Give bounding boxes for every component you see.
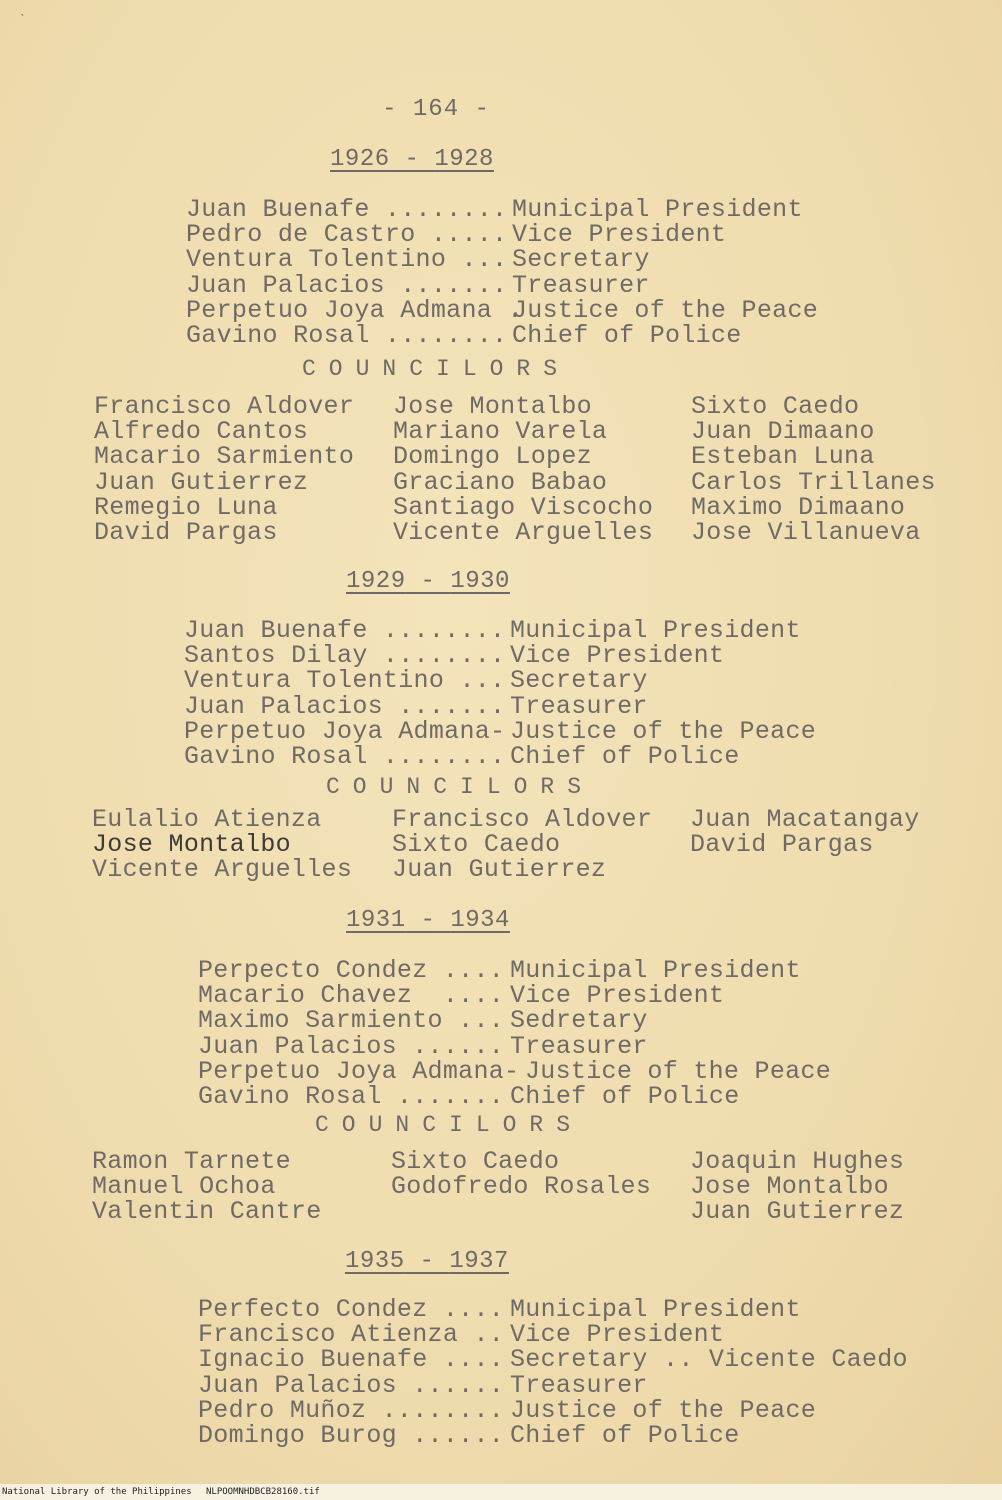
officer-title: Sedretary [510,1006,648,1036]
officer-title: Secretary [510,666,648,696]
officer-title: Treasurer [512,270,650,300]
councilors-column-3 [691,394,936,545]
year-heading-1931-1934 [346,907,510,934]
year-from: 1935 [345,1248,405,1275]
officer-name: Perpecto Condez .... [198,956,505,985]
officer-row [184,741,740,771]
councilor-name: Eulalio Atienza [92,805,322,834]
councilor-name: Joaquin Hughes [690,1147,905,1176]
officers-list [198,1295,908,1450]
officer-title: Secretary .. Vicente Caedo [510,1345,908,1375]
councilors-heading: COUNCILORS [302,356,571,382]
councilor-name: Valentin Cantre [92,1197,322,1227]
councilor-name: Esteban Luna [691,442,875,472]
officer-row [198,1395,817,1425]
year-separator: - [389,146,435,173]
officer-row [198,1420,740,1450]
officer-title: Municipal President [512,195,803,224]
councilor-name: Jose Villanueva [691,517,921,547]
year-to: 1930 [450,568,510,595]
officer-title: Vice President [510,981,725,1011]
councilors-column-1 [94,394,354,545]
councilor-name: Sixto Caedo [392,830,561,860]
councilor-name: Sixto Caedo [391,1147,560,1176]
year-to: 1937 [449,1248,509,1275]
officers-list [184,616,817,771]
officer-row [186,220,727,250]
officer-title: Justice of the Peace [510,716,817,746]
councilor-name: Domingo Lopez [393,442,592,472]
officers-list [198,956,832,1111]
officer-title: Treasurer [510,691,648,721]
footer-library: National Library of the Philippines [2,1487,192,1497]
year-from: 1926 [330,146,390,173]
officer-title: Justice of the Peace [512,295,819,325]
officer-row [186,320,742,350]
year-to: 1934 [450,907,510,934]
officer-name: Perfecto Condez .... [198,1295,505,1324]
officer-title: Municipal President [510,1295,801,1324]
officer-name: Juan Palacios ....... [186,270,508,300]
councilor-name: Maximo Dimaano [691,492,906,522]
year-separator: - [405,907,451,934]
officer-title: Chief of Police [510,741,740,771]
councilors-column-1 [92,807,352,883]
officer-name: Perpetuo Joya Admana- [198,1056,520,1086]
officer-row [184,616,801,645]
councilor-name: Vicente Arguelles [92,855,353,885]
officer-row [186,195,803,224]
councilor-name: Graciano Babao [393,467,608,497]
councilor-name: David Pargas [690,830,874,860]
officer-name: Juan Buenafe ........ [186,195,508,224]
councilors-column-3 [690,805,920,860]
officer-name: Juan Buenafe ........ [184,616,506,645]
councilor-name: Manuel Ochoa [92,1172,276,1202]
officer-row [198,1006,648,1036]
officer-row [198,1295,801,1324]
councilor-name: Ramon Tarnete [92,1147,291,1176]
officer-row [198,1031,648,1061]
councilor-name: Jose Montalbo [393,392,592,421]
councilor-name: David Pargas [94,517,278,547]
councilors-column-3 [690,1149,904,1225]
footer-filename: NLPOOMNHDBCB28160.tif [206,1487,320,1497]
officer-name: Gavino Rosal ....... [198,1081,505,1111]
officer-title: Justice of the Peace [510,1395,817,1425]
officer-title: Chief of Police [510,1081,740,1111]
officer-name: Juan Palacios ...... [198,1031,505,1061]
councilor-name: Jose Montalbo [690,1172,889,1202]
councilor-name: Juan Gutierrez [392,855,607,885]
year-from: 1931 [346,907,406,934]
year-to: 1928 [434,146,494,173]
officer-name: Pedro de Castro ..... [186,220,508,250]
year-separator: - [405,568,451,595]
officer-row [198,956,801,985]
year-from: 1929 [346,568,406,595]
officer-title: Municipal President [510,956,801,985]
councilor-name: Juan Gutierrez [690,1197,905,1227]
scan-footer [0,1484,1002,1500]
officer-row [198,1345,908,1375]
officer-row [186,245,650,275]
officer-name: Juan Palacios ....... [184,691,506,721]
councilor-name: Macario Sarmiento [94,442,355,472]
officer-title: Municipal President [510,616,801,645]
officer-name: Macario Chavez .... [198,981,505,1011]
officer-name: Ventura Tolentino ... [184,666,506,696]
officer-name: Perpetuo Joya Admana- [184,716,506,746]
officer-row [184,716,817,746]
councilor-name: Sixto Caedo [691,392,860,421]
councilor-name: Vicente Arguelles [393,517,654,547]
councilor-name: Mariano Varela [393,417,608,447]
councilor-name: Santiago Viscocho [393,492,654,522]
officer-title: Chief of Police [512,320,742,350]
councilor-name: Jose Montalbo [92,830,291,860]
councilor-name: Alfredo Cantos [94,417,309,447]
councilors-column-1 [92,1149,322,1225]
officer-row [186,295,819,325]
officer-name: Maximo Sarmiento ... [198,1006,505,1036]
officer-row [198,981,725,1011]
officer-row [198,1320,725,1350]
officer-row [198,1370,648,1400]
officer-name: Juan Palacios ...... [198,1370,505,1400]
officer-title: Secretary [512,245,650,275]
councilor-name: Remegio Luna [94,492,278,522]
officer-title: Vice President [510,1320,725,1350]
officer-title: Justice of the Peace [525,1056,832,1086]
scan-mark: ˎ [18,2,27,18]
officer-row [186,270,650,300]
councilors-heading: COUNCILORS [326,774,595,800]
officer-name: Gavino Rosal ........ [186,320,508,350]
councilor-name: Juan Dimaano [691,417,875,447]
officer-row [184,666,648,696]
officer-title: Vice President [512,220,727,250]
officer-title: Chief of Police [510,1420,740,1450]
councilor-name: Francisco Aldover [392,805,653,834]
officer-name: Ventura Tolentino ... [186,245,508,275]
officers-list [186,195,819,350]
officer-name: Perpetuo Joya Admana . [186,295,523,325]
councilors-heading: COUNCILORS [315,1112,584,1138]
councilor-name: Francisco Aldover [94,392,355,421]
year-separator: - [404,1248,450,1275]
year-heading-1926-1928 [330,146,494,173]
year-heading-1929-1930 [346,568,510,595]
officer-row [198,1056,832,1086]
officer-name: Domingo Burog ...... [198,1420,505,1450]
officer-title: Treasurer [510,1370,648,1400]
councilor-name: Carlos Trillanes [691,467,936,497]
page-number: - 164 - [382,96,490,123]
officer-row [184,641,725,671]
officer-row [184,691,648,721]
councilor-name: Juan Macatangay [690,805,920,834]
officer-name: Santos Dilay ........ [184,641,506,671]
councilors-column-2 [391,1147,652,1202]
officer-name: Francisco Atienza .. [198,1320,505,1350]
councilor-name: Juan Gutierrez [94,467,309,497]
year-heading-1935-1937 [345,1248,509,1275]
officer-row [198,1081,740,1111]
councilor-name: Godofredo Rosales [391,1172,652,1202]
officer-name: Gavino Rosal ........ [184,741,506,771]
officer-title: Treasurer [510,1031,648,1061]
officer-title: Vice President [510,641,725,671]
officer-name: Pedro Muñoz ........ [198,1395,505,1425]
councilors-column-2 [393,394,653,545]
officer-name: Ignacio Buenafe .... [198,1345,505,1375]
councilors-column-2 [392,807,652,883]
